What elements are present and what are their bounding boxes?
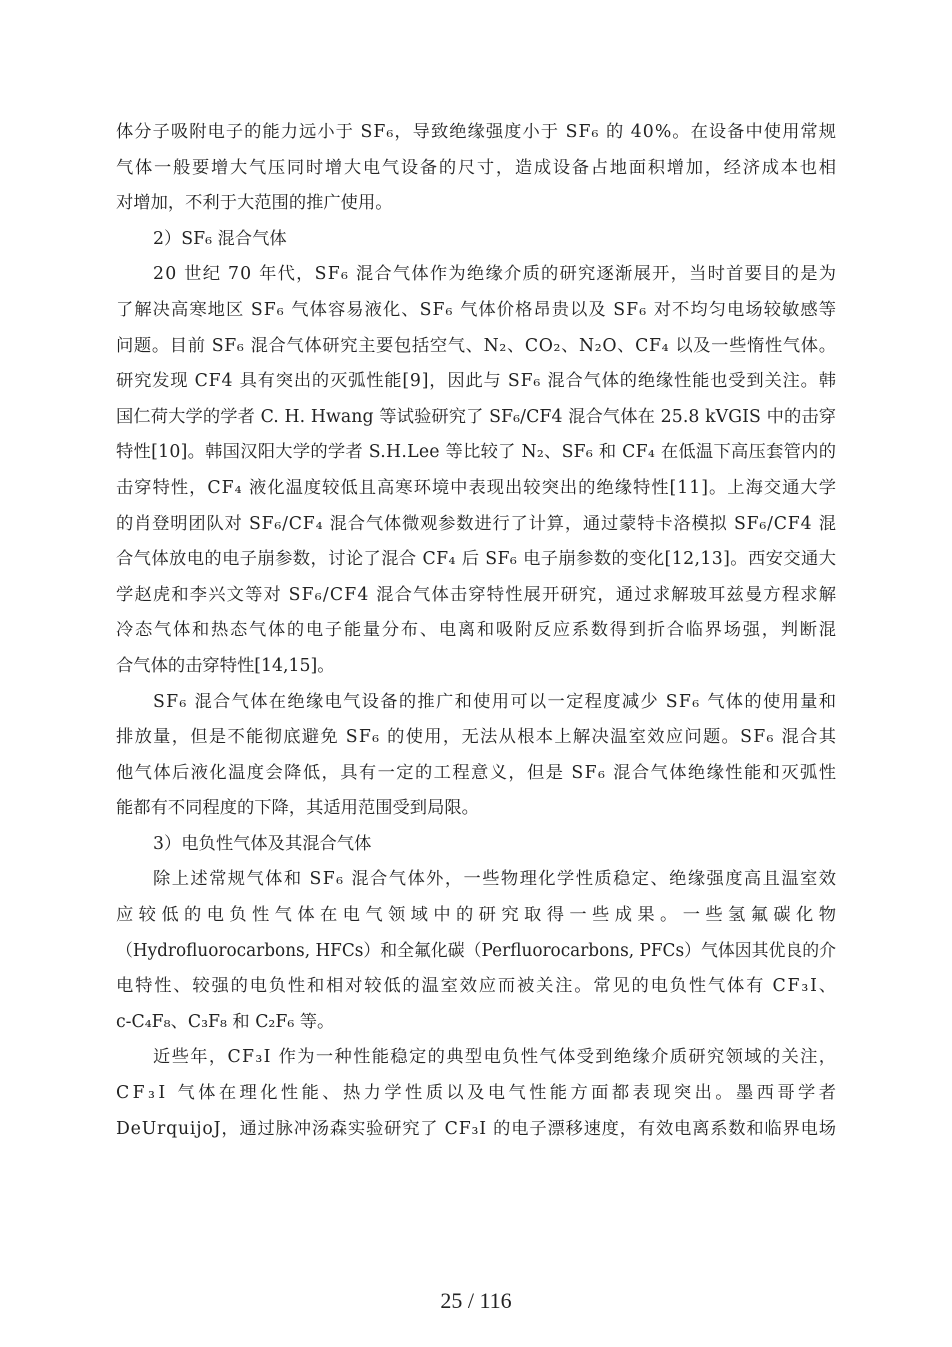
page-number: 25 / 116 bbox=[440, 1288, 512, 1313]
text-line: 问题。目前 SF₆ 混合气体研究主要包括空气、N₂、CO₂、N₂O、CF₄ 以及一些惰性气体。 bbox=[116, 335, 837, 356]
text-line: c-C₄F₈、C₃F₈ 和 C₂F₆ 等。 bbox=[116, 1011, 335, 1032]
text-line: 的肖登明团队对 SF₆/CF₄ 混合气体微观参数进行了计算，通过蒙特卡洛模拟 SF₆/CF4 混 bbox=[116, 513, 837, 534]
text-line: 气体一般要增大气压同时增大电气设备的尺寸，造成设备占地面积增加，经济成本也相 bbox=[116, 157, 838, 178]
text-line: 应较低的电负性气体在电气领域中的研究取得一些成果。一些氢氟碳化物 bbox=[116, 905, 842, 926]
text-line: 学赵虎和李兴文等对 SF₆/CF4 混合气体击穿特性展开研究，通过求解玻耳兹曼方程求解 bbox=[116, 584, 838, 605]
text-line: 排放量，但是不能彻底避免 SF₆ 的使用，无法从根本上解决温室效应问题。SF₆ 混合其 bbox=[116, 727, 838, 748]
text-line: 研究发现 CF4 具有突出的灭弧性能[9]，因此与 SF₆ 混合气体的绝缘性能也受到关注。韩 bbox=[116, 371, 837, 392]
text-line: 2）SF₆ 混合气体 bbox=[153, 228, 287, 249]
text-line: 能都有不同程度的下降，其适用范围受到局限。 bbox=[116, 798, 479, 819]
text-line: 冷态气体和热态气体的电子能量分布、电离和吸附反应系数得到折合临界场强，判断混 bbox=[116, 620, 838, 641]
text-line: 合气体的击穿特性[14,15]。 bbox=[116, 655, 335, 676]
text-line: 体分子吸附电子的能力远小于 SF₆，导致绝缘强度小于 SF₆ 的 40%。在设备中使用常规 bbox=[116, 122, 838, 142]
text-line: 对增加，不利于大范围的推广使用。 bbox=[116, 193, 393, 214]
text-line: 击穿特性，CF₄ 液化温度较低且高寒环境中表现出较突出的绝缘特性[11]。上海交通大学 bbox=[116, 477, 838, 498]
text-line: 合气体放电的电子崩参数，讨论了混合 CF₄ 后 SF₆ 电子崩参数的变化[12,13]。西安交通大 bbox=[116, 549, 837, 570]
text-line: 3）电负性气体及其混合气体 bbox=[153, 833, 372, 854]
text-line: 除上述常规气体和 SF₆ 混合气体外，一些物理化学性质稳定、绝缘强度高且温室效 bbox=[153, 869, 838, 890]
text-line: 20 世纪 70 年代，SF₆ 混合气体作为绝缘介质的研究逐渐展开，当时首要目的是为 bbox=[153, 264, 838, 285]
text-line: 电特性、较强的电负性和相对较低的温室效应而被关注。常见的电负性气体有 CF₃I、 bbox=[116, 976, 838, 997]
text-line: 他气体后液化温度会降低，具有一定的工程意义，但是 SF₆ 混合气体绝缘性能和灭弧性 bbox=[116, 762, 838, 783]
text-line: SF₆ 混合气体在绝缘电气设备的推广和使用可以一定程度减少 SF₆ 气体的使用量和 bbox=[153, 691, 838, 712]
text-line: 特性[10]。韩国汉阳大学的学者 S.H.Lee 等比较了 N₂、SF₆ 和 CF₄ 在低温下高压套管内的 bbox=[116, 442, 837, 463]
text-line: 近些年，CF₃I 作为一种性能稳定的典型电负性气体受到绝缘介质研究领域的关注， bbox=[153, 1047, 838, 1068]
text-line: CF₃I 气体在理化性能、热力学性质以及电气性能方面都表现突出。墨西哥学者 bbox=[116, 1083, 840, 1104]
text-line: DeUrquijoJ，通过脉冲汤森实验研究了 CF₃I 的电子漂移速度，有效电离系数和临界电场 bbox=[116, 1118, 837, 1139]
body-text bbox=[116, 115, 842, 1147]
text-line: 国仁荷大学的学者 C. H. Hwang 等试验研究了 SF₆/CF4 混合气体在 25.8 kVGIS 中的击穿 bbox=[116, 406, 837, 427]
text-line: 了解决高寒地区 SF₆ 气体容易液化、SF₆ 气体价格昂贵以及 SF₆ 对不均匀电场较敏感等 bbox=[116, 299, 838, 320]
text-line: （Hydrofluorocarbons, HFCs）和全氟化碳（Perfluorocarbons, PFCs）气体因其优良的介 bbox=[116, 940, 836, 961]
